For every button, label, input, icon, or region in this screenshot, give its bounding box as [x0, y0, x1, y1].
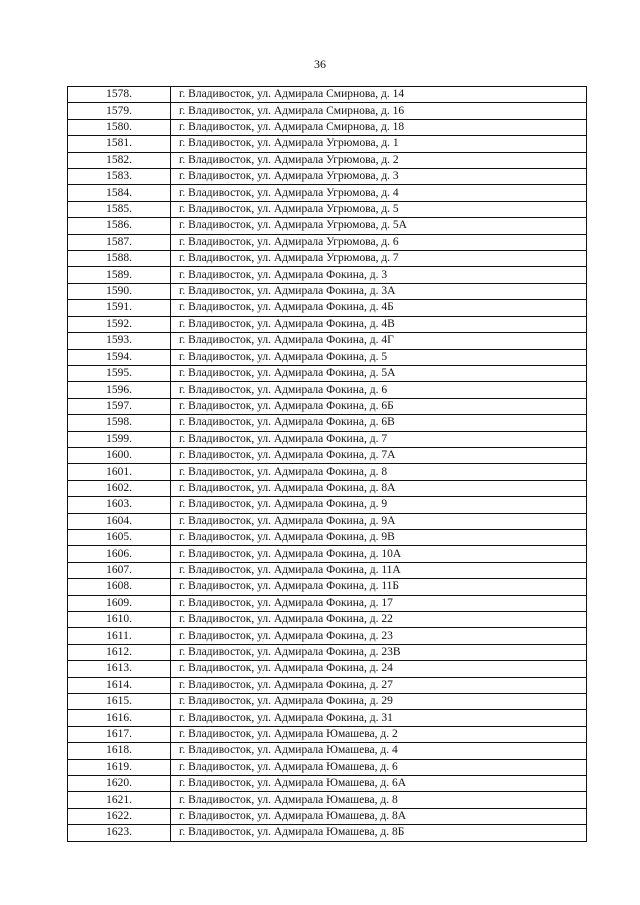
- row-address: г. Владивосток, ул. Адмирала Юмашева, д. 8Б: [171, 825, 587, 841]
- table-row: [68, 333, 587, 349]
- row-address: г. Владивосток, ул. Адмирала Фокина, д. 7А: [171, 447, 587, 463]
- row-address: г. Владивосток, ул. Адмирала Фокина, д. 3: [171, 267, 587, 283]
- table-row: [68, 447, 587, 463]
- table-row: [68, 677, 587, 693]
- table-row: [68, 464, 587, 480]
- row-number: 1594.: [68, 349, 171, 365]
- row-address: г. Владивосток, ул. Адмирала Юмашева, д. 6: [171, 759, 587, 775]
- table-row: [68, 759, 587, 775]
- table-row: [68, 382, 587, 398]
- row-number: 1580.: [68, 119, 171, 135]
- row-address: г. Владивосток, ул. Адмирала Юмашева, д. 6А: [171, 776, 587, 792]
- row-number: 1619.: [68, 759, 171, 775]
- row-number: 1603.: [68, 497, 171, 513]
- table-row: [68, 267, 587, 283]
- row-address: г. Владивосток, ул. Адмирала Смирнова, д. 18: [171, 119, 587, 135]
- row-number: 1593.: [68, 333, 171, 349]
- address-table-body: [68, 87, 587, 842]
- row-number: 1613.: [68, 661, 171, 677]
- table-row: [68, 169, 587, 185]
- table-row: [68, 218, 587, 234]
- row-number: 1600.: [68, 447, 171, 463]
- row-number: 1588.: [68, 251, 171, 267]
- row-address: г. Владивосток, ул. Адмирала Юмашева, д. 8А: [171, 808, 587, 824]
- table-row: [68, 480, 587, 496]
- table-row: [68, 136, 587, 152]
- row-number: 1591.: [68, 300, 171, 316]
- row-address: г. Владивосток, ул. Адмирала Фокина, д. 6В: [171, 415, 587, 431]
- table-row: [68, 726, 587, 742]
- row-address: г. Владивосток, ул. Адмирала Смирнова, д. 16: [171, 103, 587, 119]
- row-number: 1608.: [68, 579, 171, 595]
- table-row: [68, 201, 587, 217]
- row-number: 1587.: [68, 234, 171, 250]
- row-address: г. Владивосток, ул. Адмирала Фокина, д. 9А: [171, 513, 587, 529]
- row-address: г. Владивосток, ул. Адмирала Фокина, д. 23В: [171, 644, 587, 660]
- row-address: г. Владивосток, ул. Адмирала Фокина, д. 8: [171, 464, 587, 480]
- table-row: [68, 283, 587, 299]
- row-address: г. Владивосток, ул. Адмирала Фокина, д. 8А: [171, 480, 587, 496]
- row-address: г. Владивосток, ул. Адмирала Юмашева, д. 4: [171, 743, 587, 759]
- table-row: [68, 694, 587, 710]
- table-row: [68, 710, 587, 726]
- table-row: [68, 595, 587, 611]
- row-address: г. Владивосток, ул. Адмирала Угрюмова, д. 2: [171, 152, 587, 168]
- table-row: [68, 398, 587, 414]
- row-number: 1607.: [68, 562, 171, 578]
- row-address: г. Владивосток, ул. Адмирала Фокина, д. 9В: [171, 529, 587, 545]
- table-row: [68, 529, 587, 545]
- table-row: [68, 119, 587, 135]
- row-address: г. Владивосток, ул. Адмирала Угрюмова, д. 5: [171, 201, 587, 217]
- row-number: 1590.: [68, 283, 171, 299]
- row-number: 1579.: [68, 103, 171, 119]
- row-address: г. Владивосток, ул. Адмирала Фокина, д. 27: [171, 677, 587, 693]
- row-number: 1615.: [68, 694, 171, 710]
- row-address: г. Владивосток, ул. Адмирала Фокина, д. 22: [171, 612, 587, 628]
- table-row: [68, 513, 587, 529]
- row-address: г. Владивосток, ул. Адмирала Фокина, д. 6Б: [171, 398, 587, 414]
- row-address: г. Владивосток, ул. Адмирала Фокина, д. 7: [171, 431, 587, 447]
- row-number: 1605.: [68, 529, 171, 545]
- table-row: [68, 251, 587, 267]
- table-row: [68, 415, 587, 431]
- page-number: 36: [314, 57, 326, 71]
- table-row: [68, 87, 587, 103]
- table-row: [68, 546, 587, 562]
- row-address: г. Владивосток, ул. Адмирала Фокина, д. 4Г: [171, 333, 587, 349]
- row-address: г. Владивосток, ул. Адмирала Фокина, д. 10А: [171, 546, 587, 562]
- row-address: г. Владивосток, ул. Адмирала Угрюмова, д. 6: [171, 234, 587, 250]
- table-row: [68, 234, 587, 250]
- row-number: 1583.: [68, 169, 171, 185]
- row-number: 1586.: [68, 218, 171, 234]
- row-address: г. Владивосток, ул. Адмирала Юмашева, д. 8: [171, 792, 587, 808]
- row-number: 1598.: [68, 415, 171, 431]
- table-row: [68, 300, 587, 316]
- row-address: г. Владивосток, ул. Адмирала Фокина, д. 31: [171, 710, 587, 726]
- row-address: г. Владивосток, ул. Адмирала Фокина, д. 6: [171, 382, 587, 398]
- row-number: 1616.: [68, 710, 171, 726]
- row-number: 1612.: [68, 644, 171, 660]
- table-row: [68, 808, 587, 824]
- row-number: 1604.: [68, 513, 171, 529]
- table-row: [68, 628, 587, 644]
- table-row: [68, 152, 587, 168]
- table-row: [68, 825, 587, 841]
- row-address: г. Владивосток, ул. Адмирала Фокина, д. 29: [171, 694, 587, 710]
- row-number: 1620.: [68, 776, 171, 792]
- table-row: [68, 562, 587, 578]
- table-row: [68, 579, 587, 595]
- row-address: г. Владивосток, ул. Адмирала Фокина, д. 17: [171, 595, 587, 611]
- row-address: г. Владивосток, ул. Адмирала Угрюмова, д. 3: [171, 169, 587, 185]
- row-address: г. Владивосток, ул. Адмирала Фокина, д. 11Б: [171, 579, 587, 595]
- table-row: [68, 743, 587, 759]
- row-address: г. Владивосток, ул. Адмирала Угрюмова, д. 5А: [171, 218, 587, 234]
- table-row: [68, 792, 587, 808]
- row-number: 1595.: [68, 365, 171, 381]
- row-number: 1622.: [68, 808, 171, 824]
- row-number: 1602.: [68, 480, 171, 496]
- row-number: 1585.: [68, 201, 171, 217]
- row-number: 1609.: [68, 595, 171, 611]
- row-number: 1614.: [68, 677, 171, 693]
- row-address: г. Владивосток, ул. Адмирала Угрюмова, д. 7: [171, 251, 587, 267]
- row-address: г. Владивосток, ул. Адмирала Угрюмова, д. 4: [171, 185, 587, 201]
- row-number: 1582.: [68, 152, 171, 168]
- table-row: [68, 365, 587, 381]
- table-row: [68, 316, 587, 332]
- row-number: 1597.: [68, 398, 171, 414]
- address-table: [67, 86, 587, 842]
- row-address: г. Владивосток, ул. Адмирала Фокина, д. 4В: [171, 316, 587, 332]
- table-row: [68, 644, 587, 660]
- row-address: г. Владивосток, ул. Адмирала Угрюмова, д. 1: [171, 136, 587, 152]
- table-row: [68, 431, 587, 447]
- row-number: 1578.: [68, 87, 171, 103]
- row-address: г. Владивосток, ул. Адмирала Фокина, д. 5А: [171, 365, 587, 381]
- row-number: 1596.: [68, 382, 171, 398]
- row-number: 1618.: [68, 743, 171, 759]
- row-number: 1621.: [68, 792, 171, 808]
- row-address: г. Владивосток, ул. Адмирала Фокина, д. 9: [171, 497, 587, 513]
- row-address: г. Владивосток, ул. Адмирала Фокина, д. 5: [171, 349, 587, 365]
- table-row: [68, 349, 587, 365]
- table-row: [68, 776, 587, 792]
- row-number: 1599.: [68, 431, 171, 447]
- row-number: 1601.: [68, 464, 171, 480]
- row-address: г. Владивосток, ул. Адмирала Юмашева, д. 2: [171, 726, 587, 742]
- row-number: 1610.: [68, 612, 171, 628]
- row-address: г. Владивосток, ул. Адмирала Фокина, д. 3А: [171, 283, 587, 299]
- row-address: г. Владивосток, ул. Адмирала Смирнова, д. 14: [171, 87, 587, 103]
- row-number: 1592.: [68, 316, 171, 332]
- row-address: г. Владивосток, ул. Адмирала Фокина, д. 24: [171, 661, 587, 677]
- row-number: 1623.: [68, 825, 171, 841]
- table-row: [68, 497, 587, 513]
- row-number: 1584.: [68, 185, 171, 201]
- row-address: г. Владивосток, ул. Адмирала Фокина, д. 11А: [171, 562, 587, 578]
- row-number: 1581.: [68, 136, 171, 152]
- row-number: 1617.: [68, 726, 171, 742]
- row-number: 1589.: [68, 267, 171, 283]
- table-row: [68, 661, 587, 677]
- table-row: [68, 612, 587, 628]
- row-number: 1611.: [68, 628, 171, 644]
- row-address: г. Владивосток, ул. Адмирала Фокина, д. 4Б: [171, 300, 587, 316]
- row-number: 1606.: [68, 546, 171, 562]
- table-row: [68, 185, 587, 201]
- row-address: г. Владивосток, ул. Адмирала Фокина, д. 23: [171, 628, 587, 644]
- table-row: [68, 103, 587, 119]
